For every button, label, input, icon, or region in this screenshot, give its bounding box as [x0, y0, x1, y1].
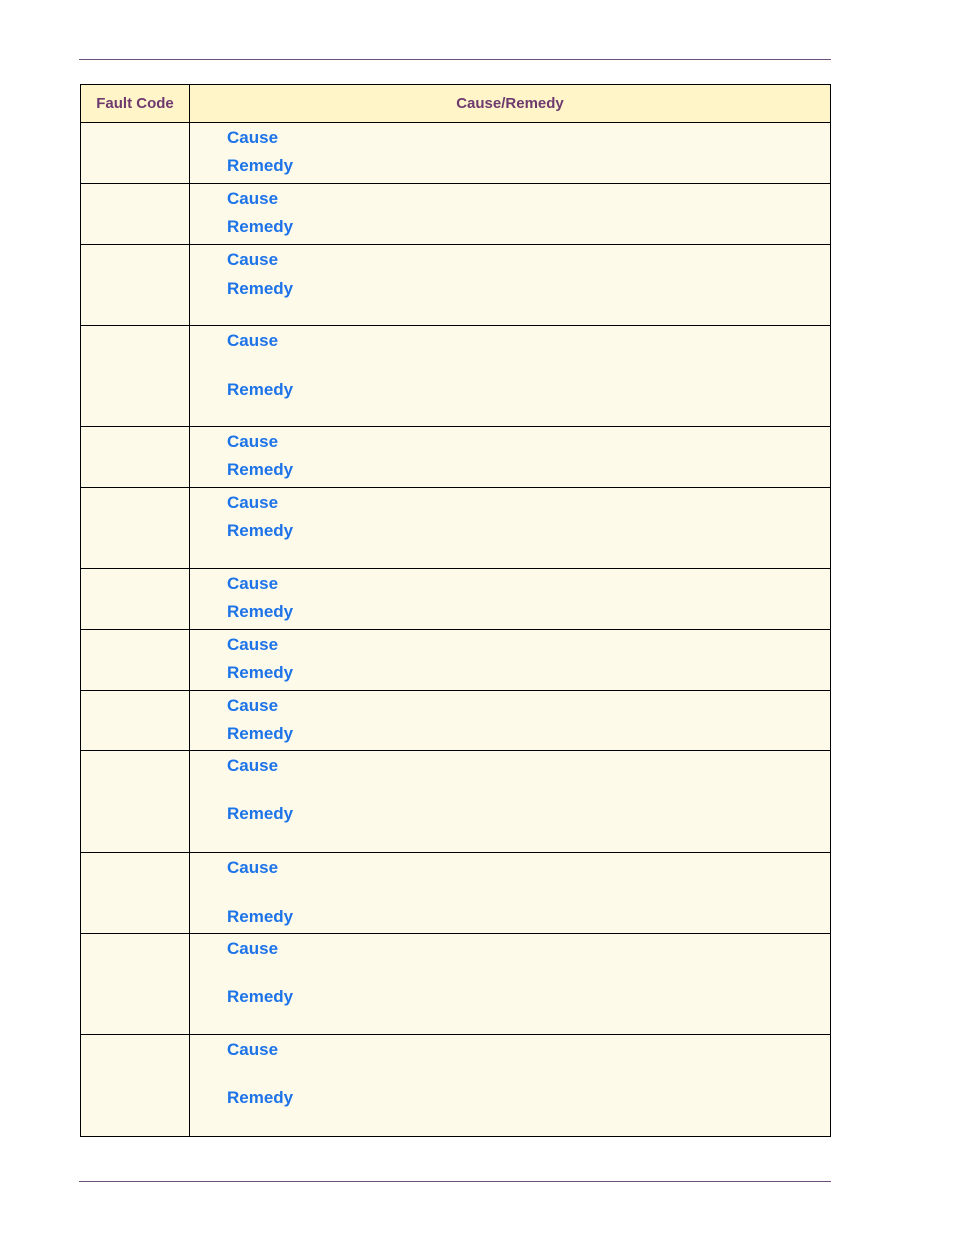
header-rule — [79, 59, 831, 60]
table-row — [81, 488, 831, 569]
table-row — [81, 123, 831, 184]
remedy-label: Remedy — [227, 380, 294, 399]
cause-remedy-cell — [190, 630, 831, 691]
fault-code-cell — [81, 184, 190, 245]
remedy-label: Remedy — [227, 156, 294, 175]
cause-label: Cause — [227, 635, 279, 654]
fault-code-table — [80, 84, 831, 1137]
cause-label: Cause — [227, 250, 279, 269]
cause-remedy-cell — [190, 569, 831, 630]
remedy-label: Remedy — [227, 804, 294, 823]
footer-rule — [79, 1181, 831, 1182]
table-row — [81, 184, 831, 245]
remedy-label: Remedy — [227, 279, 294, 298]
cause-remedy-cell — [190, 934, 831, 1035]
cause-label: Cause — [227, 574, 279, 593]
cause-label: Cause — [227, 696, 279, 715]
table-row — [81, 245, 831, 326]
remedy-label: Remedy — [227, 724, 294, 743]
cause-label: Cause — [227, 331, 279, 350]
fault-code-cell — [81, 569, 190, 630]
table-row — [81, 934, 831, 1035]
fault-code-cell — [81, 488, 190, 569]
fault-code-cell — [81, 751, 190, 853]
remedy-label: Remedy — [227, 217, 294, 236]
remedy-label: Remedy — [227, 521, 294, 540]
fault-code-cell — [81, 427, 190, 488]
table-header-row — [81, 85, 831, 123]
cause-label: Cause — [227, 493, 279, 512]
cause-remedy-cell — [190, 245, 831, 326]
cause-label: Cause — [227, 858, 279, 877]
cause-label: Cause — [227, 756, 279, 775]
cause-remedy-cell — [190, 1035, 831, 1137]
table-row — [81, 427, 831, 488]
table-row — [81, 569, 831, 630]
cause-remedy-header: Cause/Remedy — [190, 85, 831, 123]
table-row — [81, 630, 831, 691]
cause-remedy-cell — [190, 488, 831, 569]
fault-code-cell — [81, 630, 190, 691]
table-row — [81, 751, 831, 853]
remedy-label: Remedy — [227, 907, 294, 926]
cause-remedy-cell — [190, 184, 831, 245]
table-row — [81, 326, 831, 427]
remedy-label: Remedy — [227, 987, 294, 1006]
cause-label: Cause — [227, 939, 279, 958]
fault-code-cell — [81, 1035, 190, 1137]
table-row — [81, 691, 831, 751]
cause-label: Cause — [227, 189, 279, 208]
fault-code-cell — [81, 853, 190, 934]
cause-label: Cause — [227, 1040, 279, 1059]
cause-remedy-cell — [190, 326, 831, 427]
remedy-label: Remedy — [227, 663, 294, 682]
cause-label: Cause — [227, 128, 279, 147]
cause-remedy-cell — [190, 853, 831, 934]
remedy-label: Remedy — [227, 460, 294, 479]
remedy-label: Remedy — [227, 602, 294, 621]
remedy-label: Remedy — [227, 1088, 294, 1107]
cause-remedy-cell — [190, 123, 831, 184]
fault-code-cell — [81, 123, 190, 184]
fault-code-cell — [81, 245, 190, 326]
cause-label: Cause — [227, 432, 279, 451]
fault-code-cell — [81, 326, 190, 427]
fault-code-cell — [81, 934, 190, 1035]
fault-code-header: Fault Code — [81, 85, 190, 123]
fault-code-cell — [81, 691, 190, 751]
cause-remedy-cell — [190, 691, 831, 751]
table-row — [81, 853, 831, 934]
cause-remedy-cell — [190, 751, 831, 853]
cause-remedy-cell — [190, 427, 831, 488]
table-row — [81, 1035, 831, 1137]
